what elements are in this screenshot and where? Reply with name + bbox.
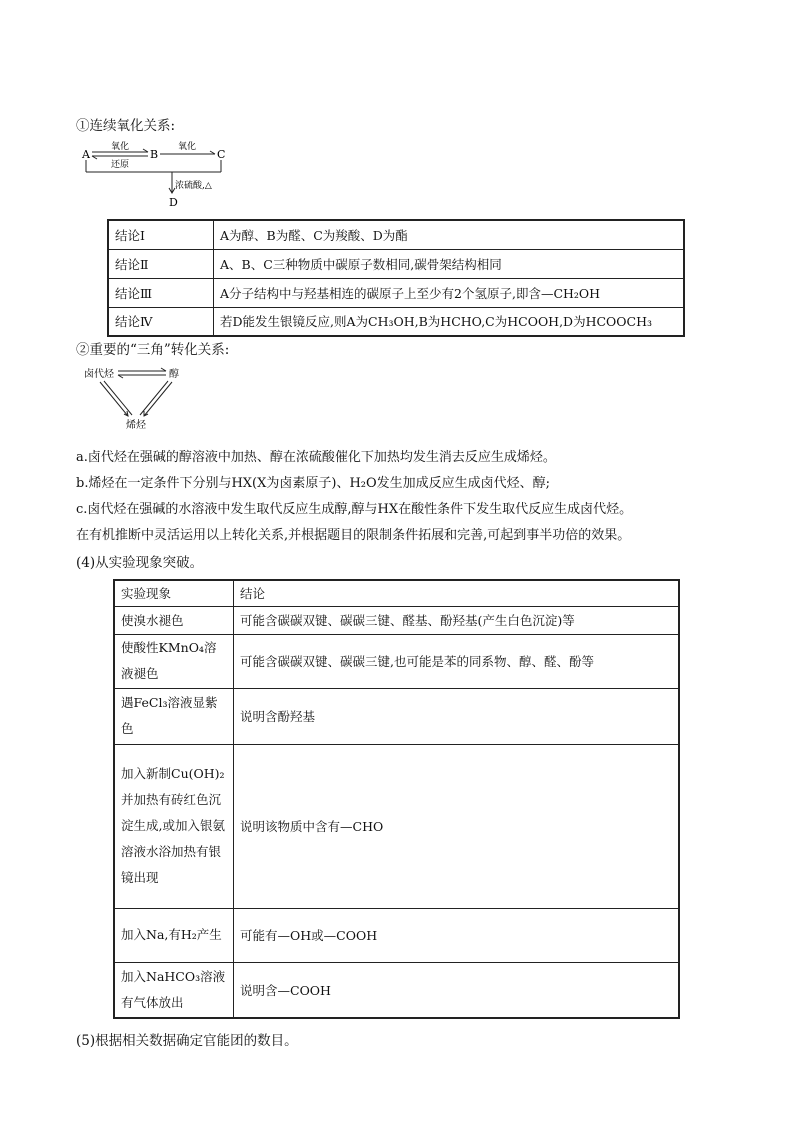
table-row: [114, 908, 679, 962]
table-row: [114, 962, 679, 1018]
conclusion-content: A、B、C三种物质中碳原子数相同,碳骨架结构相同: [214, 249, 685, 278]
conclusion-content: A分子结构中与羟基相连的碳原子上至少有2个氢原子,即含—CH₂OH: [214, 278, 685, 307]
phenomenon-cell: 使溴水褪色: [114, 606, 234, 634]
paragraph-a: a.卤代烃在强碱的醇溶液中加热、醇在浓硫酸催化下加热均发生消去反应生成烯烃。: [76, 450, 556, 465]
phenomenon-cell: 加入新制Cu(OH)₂并加热有砖红色沉淀生成,或加入银氨溶液水浴加热有银镜出现: [114, 744, 234, 908]
phenomenon-cell: 使酸性KMnO₄溶液褪色: [114, 634, 234, 688]
conclusion-label: 结论Ⅲ: [108, 278, 214, 307]
table-row: [108, 249, 684, 278]
conclusion-cell: 说明含—COOH: [234, 962, 680, 1018]
conclusion-cell: 可能有—OH或—COOH: [234, 908, 680, 962]
conclusion-cell: 可能含碳碳双键、碳碳三键,也可能是苯的同系物、醇、醛、酚等: [234, 634, 680, 688]
paragraph-summary: 在有机推断中灵活运用以上转化关系,并根据题目的限制条件拓展和完善,可起到事半功倍的效果。: [76, 528, 631, 543]
node-d: D: [169, 196, 178, 209]
node-halide: 卤代烃: [84, 369, 114, 380]
conclusion-label: 结论Ⅱ: [108, 249, 214, 278]
node-alkene: 烯烃: [126, 420, 146, 431]
section2-heading: ②重要的“三角”转化关系:: [76, 342, 230, 358]
experiment-table: [113, 579, 680, 1019]
phenomenon-cell: 遇FeCl₃溶液显紫色: [114, 688, 234, 744]
paragraph-b: b.烯烃在一定条件下分别与HX(X为卤素原子)、H₂O发生加成反应生成卤代烃、醇;: [76, 476, 551, 491]
oxidation-diagram: [78, 138, 248, 210]
conclusion-label: 结论Ⅰ: [108, 220, 214, 249]
label-oxidation-1: 氧化: [111, 142, 130, 152]
phenomenon-cell: 加入NaHCO₃溶液有气体放出: [114, 962, 234, 1018]
section5-heading: (5)根据相关数据确定官能团的数目。: [76, 1033, 298, 1049]
node-c: C: [217, 148, 226, 161]
node-alcohol: 醇: [169, 369, 179, 380]
arrow-alcohol-alkene: [144, 382, 172, 416]
conclusion-cell: 说明含酚羟基: [234, 688, 680, 744]
label-condition: 浓硫酸,△: [175, 181, 212, 191]
table-row: [108, 278, 684, 307]
table-row: [108, 307, 684, 336]
table-row: [114, 634, 679, 688]
phenomenon-cell: 加入Na,有H₂产生: [114, 908, 234, 962]
column-header-phenomenon: 实验现象: [114, 580, 234, 606]
label-oxidation-2: 氧化: [178, 142, 197, 152]
conclusion-cell: 说明该物质中含有—CHO: [234, 744, 680, 908]
section4-heading: (4)从实验现象突破。: [76, 555, 204, 571]
column-header-conclusion: 结论: [234, 580, 680, 606]
node-a: A: [82, 148, 90, 161]
section1-heading: ①连续氧化关系:: [76, 118, 176, 134]
table-row: [114, 744, 679, 908]
conclusion-content: A为醇、B为醛、C为羧酸、D为酯: [214, 220, 685, 249]
table-row: [108, 220, 684, 249]
conclusion-content: 若D能发生银镜反应,则A为CH₃OH,B为HCHO,C为HCOOH,D为HCOOCH₃: [214, 307, 685, 336]
table-header-row: [114, 580, 679, 606]
conclusion-table: [107, 219, 685, 337]
conclusion-cell: 可能含碳碳双键、碳碳三键、醛基、酚羟基(产生白色沉淀)等: [234, 606, 680, 634]
node-b: B: [150, 148, 159, 161]
triangle-diagram: [80, 362, 190, 434]
conclusion-label: 结论Ⅳ: [108, 307, 214, 336]
table-row: [114, 606, 679, 634]
table-row: [114, 688, 679, 744]
label-reduction: 还原: [111, 160, 130, 170]
arrow-halide-alkene: [100, 382, 128, 416]
paragraph-c: c.卤代烃在强碱的水溶液中发生取代反应生成醇,醇与HX在酸性条件下发生取代反应生成卤代烃。: [76, 502, 633, 517]
